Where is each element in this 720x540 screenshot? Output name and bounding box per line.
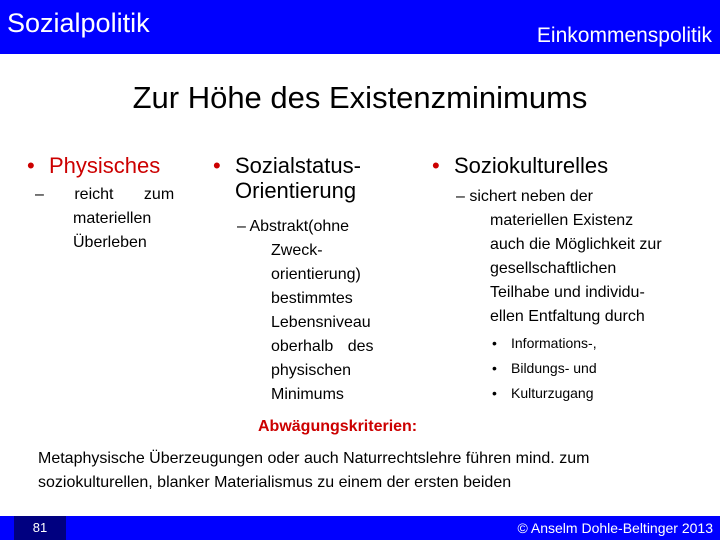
sub-line: bestimmtes [271, 290, 353, 307]
list-item: • Informations-, [492, 331, 717, 356]
sub-line: Überleben [73, 234, 147, 251]
bullet-dot-icon: • [213, 153, 221, 178]
list-item: • Bildungs- und [492, 356, 717, 381]
sub-line: Lebensniveau [271, 314, 371, 331]
bullet-sociocultural [432, 153, 717, 179]
column-status [213, 153, 413, 407]
header-bar [0, 0, 720, 54]
sub-line: Zweck- [271, 242, 323, 259]
weighing-text: Metaphysische Überzeugungen oder auch Naturrechtslehre führen mind. zum soziokulturellen, blanker Materialismus zu einem der ersten beiden [38, 450, 590, 491]
sub-line: – Abstrakt(ohne [237, 218, 350, 235]
header-right-title: Einkommenspolitik [536, 24, 712, 47]
bullet-dot-icon: • [27, 153, 35, 178]
sub-line: ellen Entfaltung durch [490, 308, 645, 325]
sub-status [213, 215, 413, 407]
sub-sociocultural [432, 185, 717, 329]
bullet-dot-icon: • [492, 335, 497, 351]
column-physical [27, 153, 207, 255]
bullet-physical [27, 153, 207, 179]
bullet-dot-icon: • [432, 153, 440, 178]
weighing-heading: Abwägungskriterien: [258, 418, 418, 435]
bullet-status [213, 153, 413, 203]
page-number: 81 [14, 516, 66, 540]
heading-sociocultural: Soziokulturelles [454, 153, 609, 178]
sub-line: auch die Möglichkeit zur [490, 236, 662, 253]
copyright-text: © Anselm Dohle-Beltinger 2013 [517, 520, 713, 536]
list-item: • Kulturzugang [492, 381, 717, 406]
heading-status: Sozialstatus- Orientierung [235, 153, 361, 203]
slide-title: Zur Höhe des Existenzminimums [132, 80, 588, 115]
footer-bar [0, 516, 720, 540]
sub-line: materiellen Existenz [490, 212, 634, 229]
header-left-title: Sozialpolitik [7, 8, 150, 38]
sub-line: physischen [271, 362, 352, 379]
sub-physical [27, 183, 207, 255]
sub-line: oberhalb des [271, 338, 374, 355]
sub-line: Teilhabe und individu- [490, 284, 645, 301]
bullet-dot-icon: • [492, 360, 497, 376]
sub-line: orientierung) [271, 266, 361, 283]
bullet-dot-icon: • [492, 385, 497, 401]
heading-physical: Physisches [49, 153, 161, 178]
column-sociocultural [432, 153, 717, 406]
item-list [432, 331, 717, 406]
sub-line: gesellschaftlichen [490, 260, 617, 277]
sub-line: materiellen [73, 210, 152, 227]
sub-line: – reicht zum [35, 186, 175, 203]
sub-line: – sichert neben der [456, 188, 593, 205]
sub-line: Minimums [271, 386, 344, 403]
